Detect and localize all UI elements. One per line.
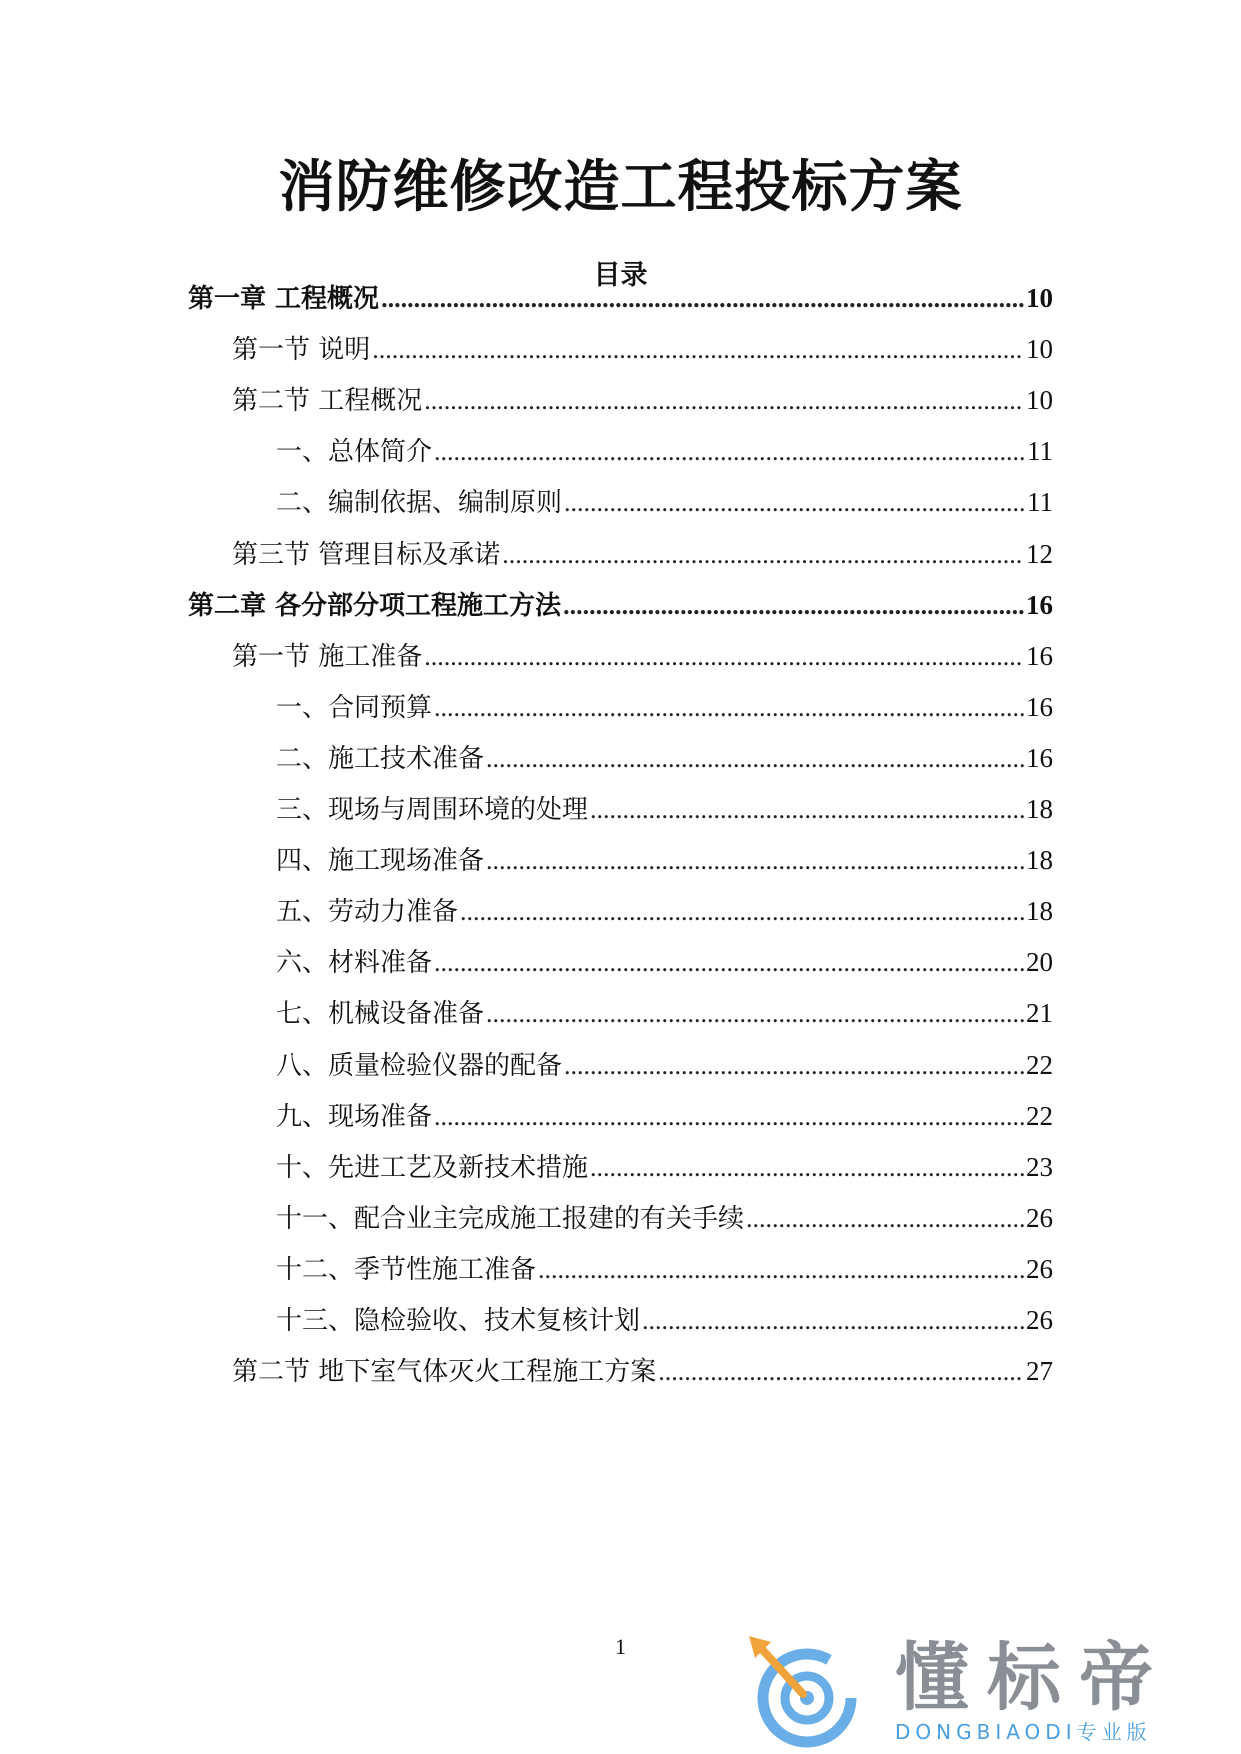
toc-entry-page: 27 [1026,1356,1053,1386]
toc-entry-title: 九、现场准备 [276,1102,433,1132]
toc-entry[interactable] [276,942,1053,982]
toc-entry[interactable] [276,840,1053,880]
toc-dot-leader [658,1352,1024,1392]
toc-entry-title: 五、劳动力准备 [276,897,459,927]
toc-entry-page: 10 [1026,385,1053,415]
toc-entry[interactable] [276,738,1053,778]
toc-entry-title: 第二节 地下室气体灭火工程施工方案 [232,1357,657,1387]
toc-entry[interactable] [232,636,1053,676]
toc-entry-title: 十二、季节性施工准备 [276,1255,537,1285]
watermark-subtitle: DONGBIAODI专业版 [895,1720,1152,1744]
toc-entry[interactable] [188,278,1053,318]
toc-entry[interactable] [276,1198,1053,1238]
toc-dot-leader [486,841,1024,881]
toc-entry[interactable] [188,585,1053,625]
toc-entry[interactable] [276,1300,1053,1340]
toc-entry-title: 一、总体简介 [276,437,433,467]
toc-entry[interactable] [276,891,1053,931]
toc-entry-title: 三、现场与周围环境的处理 [276,795,589,825]
toc-entry-page: 16 [1026,743,1053,773]
toc-entry-page: 18 [1026,896,1053,926]
toc-dot-leader [434,432,1025,472]
toc-entry-page: 16 [1026,641,1053,671]
toc-entry-title: 第一节 施工准备 [232,642,423,672]
toc-dot-leader [434,943,1024,983]
toc-dot-leader [434,688,1024,728]
toc-entry-page: 11 [1027,436,1053,466]
toc-entry[interactable] [276,431,1053,471]
toc-dot-leader [424,637,1024,677]
toc-entry-title: 第三节 管理目标及承诺 [232,540,501,570]
toc-entry[interactable] [232,534,1053,574]
toc-entry-title: 十三、隐检验收、技术复核计划 [276,1306,641,1336]
toc-entry-title: 第二章 各分部分项工程施工方法 [188,591,562,621]
toc-entry[interactable] [276,1249,1053,1289]
toc-entry-page: 12 [1026,539,1053,569]
toc-entry-title: 七、机械设备准备 [276,999,485,1029]
toc-entry-title: 十一、配合业主完成施工报建的有关手续 [276,1204,745,1234]
toc-dot-leader [590,790,1024,830]
toc-entry-page: 10 [1026,334,1053,364]
toc-entry-page: 23 [1026,1152,1053,1182]
toc-entry[interactable] [276,1045,1053,1085]
toc-dot-leader [486,994,1024,1034]
toc-entry-title: 四、施工现场准备 [276,846,485,876]
toc-entry-page: 26 [1026,1203,1053,1233]
toc-entry-page: 18 [1026,794,1053,824]
toc-entry[interactable] [276,687,1053,727]
toc-dot-leader [372,330,1024,370]
toc-dot-leader [460,892,1024,932]
toc-entry[interactable] [276,482,1053,522]
toc-entry-page: 16 [1026,590,1053,620]
toc-entry-title: 八、质量检验仪器的配备 [276,1051,563,1081]
toc-dot-leader [590,1148,1024,1188]
toc-entry-page: 20 [1026,947,1053,977]
toc-entry-title: 第二节 工程概况 [232,386,423,416]
toc-dot-leader [538,1250,1024,1290]
toc-entry-title: 二、编制依据、编制原则 [276,488,563,518]
document-title: 消防维修改造工程投标方案 [278,155,963,220]
watermark [745,1632,1225,1750]
toc-dot-leader [564,483,1025,523]
toc-entry-page: 21 [1026,998,1053,1028]
page-number: 1 [615,1634,626,1659]
toc-dot-leader [486,739,1024,779]
toc-dot-leader [424,381,1024,421]
toc-entry-page: 11 [1027,487,1053,517]
watermark-brand: 懂标帝 [895,1635,1171,1721]
toc-entry-page: 18 [1026,845,1053,875]
toc-entry-title: 第一节 说明 [232,335,371,365]
toc-entry-title: 第一章 工程概况 [188,284,380,314]
toc-entry-page: 26 [1026,1254,1053,1284]
toc-dot-leader [746,1199,1024,1239]
toc-entry[interactable] [232,329,1053,369]
toc-dot-leader [381,279,1024,319]
toc-dot-leader [434,1097,1024,1137]
toc-entry-page: 26 [1026,1305,1053,1335]
toc-entry-title: 十、先进工艺及新技术措施 [276,1153,589,1183]
toc-dot-leader [642,1301,1024,1341]
toc-entry-title: 二、施工技术准备 [276,744,485,774]
toc-heading: 目录 [593,260,648,291]
toc-entry-page: 10 [1026,283,1053,313]
target-arrow-logo-icon [745,1632,875,1750]
toc-entry[interactable] [276,993,1053,1033]
toc-entry-title: 一、合同预算 [276,693,433,723]
toc-entry[interactable] [276,1147,1053,1187]
toc-dot-leader [563,586,1024,626]
toc-entry[interactable] [276,789,1053,829]
toc-entry-page: 22 [1026,1101,1053,1131]
toc-entry[interactable] [232,1351,1053,1391]
toc-entry[interactable] [276,1096,1053,1136]
toc-entry[interactable] [232,380,1053,420]
toc-dot-leader [502,535,1024,575]
toc-entry-title: 六、材料准备 [276,948,433,978]
toc-dot-leader [564,1046,1024,1086]
toc-entry-page: 16 [1026,692,1053,722]
toc-entry-page: 22 [1026,1050,1053,1080]
